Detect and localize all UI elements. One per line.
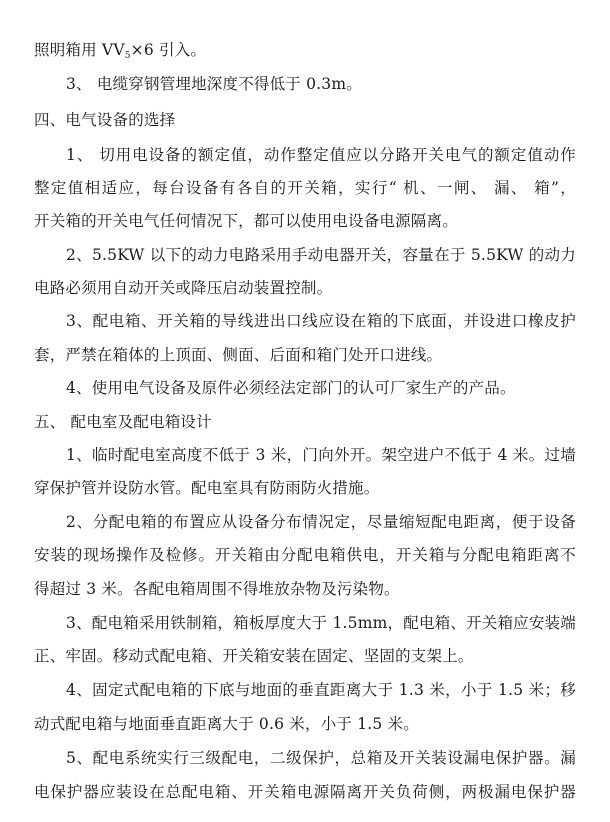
- paragraph-line: 开关箱的开关电气任何情况下，都可以使用电设备电源隔离。: [34, 212, 458, 230]
- list-item: 5、配电系统实行三级配电，二级保护，总箱及开关装设漏电保护器。漏: [66, 749, 576, 767]
- paragraph-line: 正、牢固。移动式配电箱、开关箱安装在固定、坚固的支架上。: [34, 647, 474, 665]
- paragraph-line: 电保护器应装设在总配电箱、开关箱电源隔离开关负荷侧，两极漏电保护器: [34, 783, 576, 801]
- text-run: ×6 引入。: [130, 41, 207, 59]
- list-item: 3、配电箱、开关箱的导线进出口线应设在箱的下底面，并设进口橡皮护: [66, 312, 576, 330]
- section-heading: 五、 配电室及配电箱设计: [34, 413, 212, 431]
- section-heading: 四、电气设备的选择: [34, 111, 176, 129]
- subscript: 5: [124, 51, 131, 61]
- paragraph-line: 安装的现场操作及检修。开关箱由分配电箱供电，开关箱与分配电箱距离不: [34, 546, 576, 564]
- list-item: 1、临时配电室高度不低于 3 米，门向外开。架空进户不低于 4 米。过墙: [66, 446, 576, 464]
- paragraph-line: [34, 40, 206, 66]
- list-item: 3、配电箱采用铁制箱，箱板厚度大于 1.5mm，配电箱、开关箱应安装端: [66, 614, 576, 632]
- list-item: 1、 切用电设备的额定值，动作整定值应以分路开关电气的额定值动作: [66, 146, 576, 164]
- list-item: 4、固定式配电箱的下底与地面的垂直距离大于 1.3 米，小于 1.5 米；移: [66, 681, 576, 699]
- paragraph-line: 动式配电箱与地面垂直距离大于 0.6 米，小于 1.5 米。: [34, 715, 420, 733]
- paragraph-line: 得超过 3 米。各配电箱周围不得堆放杂物及污染物。: [34, 580, 400, 598]
- paragraph-line: 穿保护管并设防水管。配电室具有防雨防火措施。: [34, 479, 380, 497]
- paragraph-line: 套，严禁在箱体的上顶面、侧面、后面和箱门处开口进线。: [34, 346, 443, 364]
- paragraph-line: 整定值相适应，每台设备有各自的开关箱，实行“ 机、一闸、 漏、 箱”，: [34, 179, 576, 197]
- list-item: 3、 电缆穿钢管埋地深度不得低于 0.3m。: [66, 75, 362, 93]
- list-item: 2、5.5KW 以下的动力电路采用手动电器开关，容量在于 5.5KW 的动力: [66, 246, 576, 264]
- list-item: 4、使用电气设备及原件必须经法定部门的认可厂家生产的产品。: [66, 379, 516, 397]
- paragraph-line: 电路必须用自动开关或降压启动装置控制。: [34, 279, 333, 297]
- list-item: 2、分配电箱的布置应从设备分布情况定，尽量缩短配电距离，便于设备: [66, 513, 576, 531]
- text-run: 照明箱用 VV: [34, 41, 125, 59]
